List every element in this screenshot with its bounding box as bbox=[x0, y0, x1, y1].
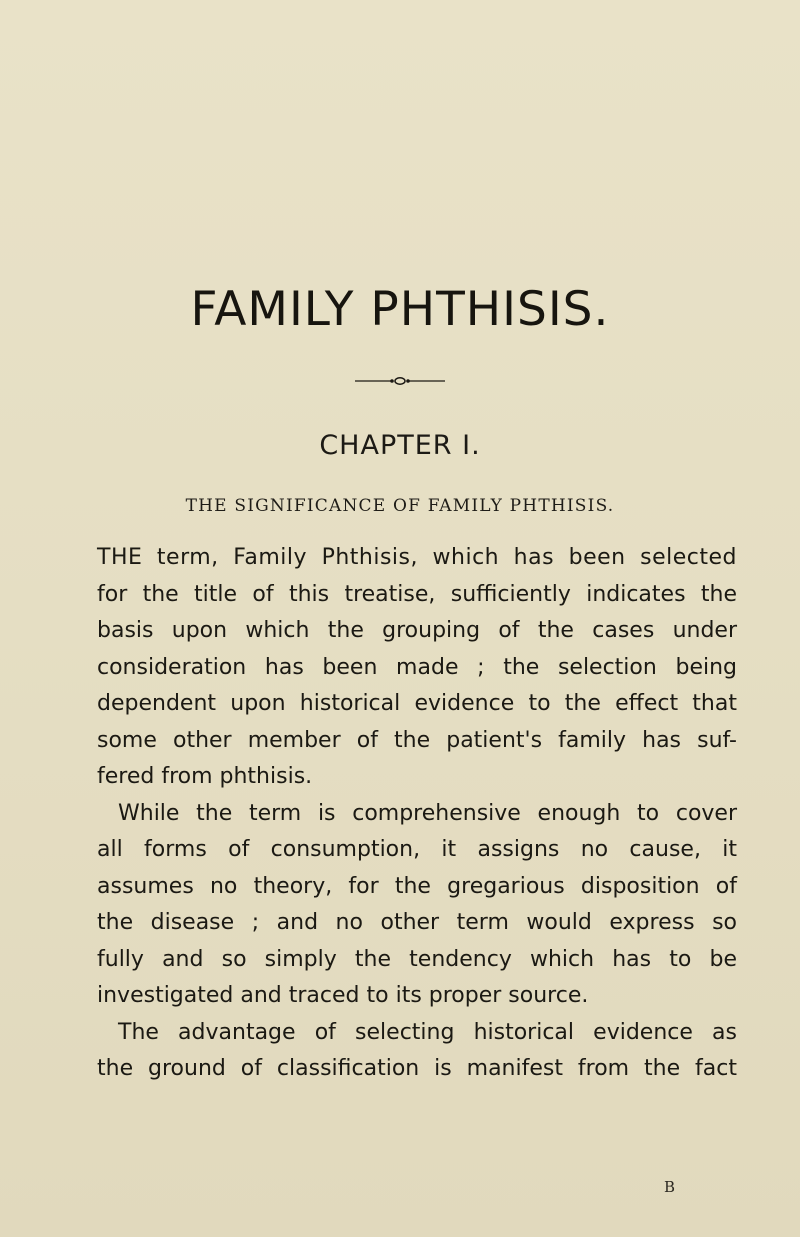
text-line: all forms of consumption, it assigns no cause, it bbox=[97, 837, 737, 862]
text-line: consideration has been made ; the selection being bbox=[97, 654, 737, 680]
signature-mark: B bbox=[664, 1178, 676, 1196]
text-line: some other member of the patient's family has suf- bbox=[97, 727, 737, 753]
text-line: the disease ; and no other term would express so bbox=[97, 910, 737, 935]
text-line: fered from phthisis. bbox=[97, 764, 313, 789]
text-line: fully and so simply the tendency which has to be bbox=[97, 946, 737, 972]
text-line: dependent upon historical evidence to the effect that bbox=[97, 691, 737, 716]
chapter-title: THE SIGNIFICANCE OF FAMILY PHTHISIS. bbox=[185, 496, 615, 516]
text-line: The advantage of selecting historical evidence as bbox=[118, 1019, 737, 1045]
book-title: FAMILY PHTHISIS. bbox=[190, 282, 610, 337]
text-line: investigated and traced to its proper source. bbox=[97, 983, 589, 1008]
body-text bbox=[97, 540, 737, 1088]
text-line: for the title of this treatise, sufficiently indicates the bbox=[97, 581, 737, 607]
text-line: While the term is comprehensive enough to cover bbox=[118, 800, 737, 826]
text-line: THE term, Family Phthisis, which has been selected bbox=[97, 545, 737, 570]
text-line: assumes no theory, for the gregarious disposition of bbox=[97, 873, 737, 899]
text-line: the ground of classification is manifest from the fact bbox=[97, 1056, 737, 1081]
ornament-rule-icon bbox=[355, 376, 445, 386]
text-line: basis upon which the grouping of the cases under bbox=[97, 618, 737, 643]
chapter-number: CHAPTER I. bbox=[319, 430, 481, 461]
